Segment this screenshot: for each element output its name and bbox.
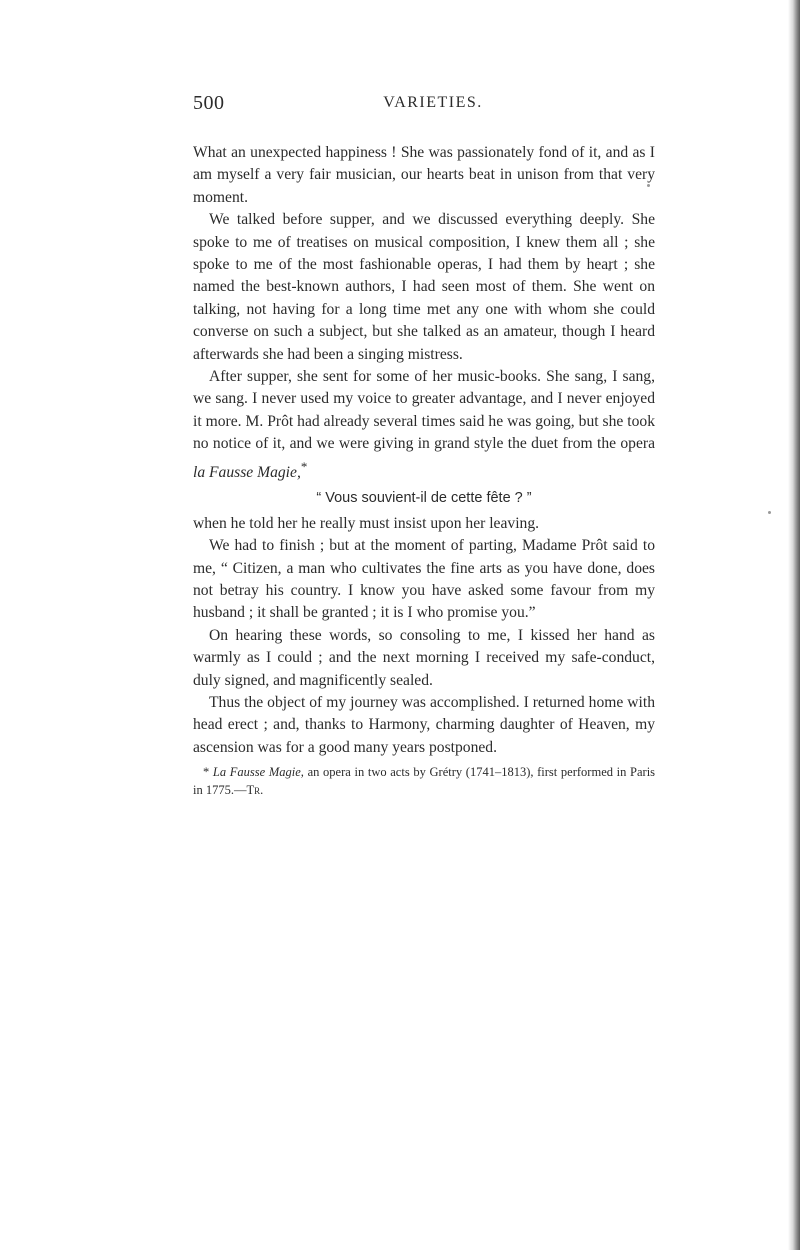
paragraph: What an unexpected happiness ! She was passionately fond of it, and as I am myself a very fair musician, our hearts beat in unison from that very moment. — [193, 144, 655, 206]
footnote-text: an opera in two acts by Grétry (1741–1813), first performed in Paris in 1775.— — [193, 765, 656, 798]
paragraph: We had to finish ; but at the moment of parting, Madame Prôt said to me, “ Citizen, a man who cultivates the fine arts as you have done, does not betray his country. I know you have asked some favour from my husband ; it shall be granted ; it is I who promise you.” — [193, 537, 655, 622]
body-text — [193, 142, 655, 799]
paragraph: when he told her he really must insist upon her leaving. — [193, 514, 540, 532]
running-head: VARIETIES. — [383, 94, 483, 111]
paragraph: On hearing these words, so consoling to me, I kissed her hand as warmly as I could ; and the next morning I received my safe-conduct, duly signed, and magnificently sealed. — [193, 626, 655, 689]
page-header — [193, 92, 673, 122]
page-number: 500 — [193, 92, 225, 114]
page-edge-shadow — [788, 0, 800, 1250]
footnote-mark: * — [203, 765, 210, 780]
paragraph: Thus the object of my journey was accomplished. I returned home with head erect ; and, thanks to Harmony, charming daughter of Heaven, my ascension was for a good many years postponed. — [193, 693, 655, 756]
quoted-song-line: “ Vous souvient-il de cette fête ? ” — [316, 490, 532, 507]
opera-title: la Fausse Magie, — [193, 463, 301, 481]
paragraph: We talked before supper, and we discussed everything deeply. She spoke to me of treatises on musical composition, I knew them all ; she spoke to me of the most fashionable operas, I had them by heart ; she named the best-known authors, I had seen most of them. She went on talking, not having for a long time met any one with whom she could converse on such a subject, but she talked as an amateur, though I heard afterwards she had been a singing mistress. — [193, 211, 655, 363]
footnote — [193, 763, 655, 799]
footnote-title: La Fausse Magie, — [212, 765, 304, 780]
footnote-reference: * — [300, 458, 308, 474]
paragraph-text: After supper, she sent for some of her music-books. She sang, I sang, we sang. I never used my voice to greater advantage, and I never enjoyed it more. M. Prôt had already several times said he was going, but she took no notice of it, and we were giving in grand style the duet from the opera — [193, 368, 655, 453]
paragraph — [193, 366, 655, 484]
paper-speck — [768, 511, 771, 514]
footnote-credit: Tr. — [246, 783, 264, 798]
